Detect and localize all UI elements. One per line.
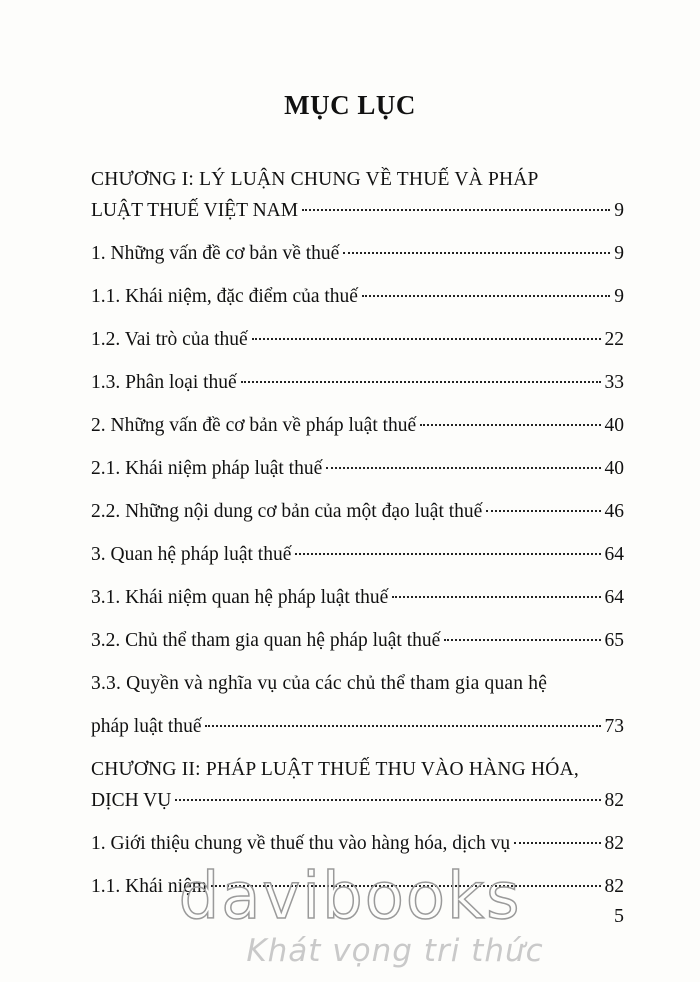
toc-entry — [91, 670, 624, 741]
toc-entry-page: 82 — [604, 833, 624, 854]
watermark-slogan: Khát vọng tri thức — [246, 933, 544, 969]
toc-entry — [91, 584, 624, 612]
toc-entry-text: 1.2. Vai trò của thuế — [91, 329, 248, 350]
toc-entry-page: 64 — [604, 587, 624, 608]
toc-leader-dots — [420, 424, 600, 426]
toc-entry — [91, 455, 624, 483]
toc-entry — [91, 166, 624, 225]
toc-leader-dots — [392, 596, 600, 598]
toc-entry — [91, 830, 624, 858]
toc-entry-text: 3.1. Khái niệm quan hệ pháp luật thuế — [91, 587, 389, 608]
toc-entry-page: 9 — [614, 286, 624, 307]
page-number: 5 — [614, 905, 624, 927]
table-of-contents — [91, 160, 624, 901]
toc-leader-dots — [444, 639, 600, 641]
toc-entry-page: 40 — [604, 415, 624, 436]
toc-leader-dots — [514, 842, 600, 844]
toc-entry-text: 3. Quan hệ pháp luật thuế — [91, 544, 292, 565]
toc-entry-text: DỊCH VỤ — [91, 790, 172, 811]
toc-entry — [91, 541, 624, 569]
toc-entry-page: 64 — [604, 544, 624, 565]
toc-entry-text: 2.2. Những nội dung cơ bản của một đạo luật thuế — [91, 501, 483, 522]
toc-leader-dots — [326, 467, 600, 469]
toc-entry-page: 73 — [604, 716, 624, 737]
toc-entry — [91, 283, 624, 311]
toc-entry-lead: CHƯƠNG I: LÝ LUẬN CHUNG VỀ THUẾ VÀ PHÁP — [91, 169, 539, 190]
toc-entry — [91, 873, 624, 901]
toc-leader-dots — [295, 553, 600, 555]
toc-entry-text: 1.1. Khái niệm, đặc điểm của thuế — [91, 286, 358, 307]
toc-leader-dots — [205, 725, 600, 727]
toc-entry — [91, 240, 624, 268]
toc-entry — [91, 498, 624, 526]
toc-leader-dots — [175, 799, 600, 801]
toc-entry-page: 9 — [614, 200, 624, 221]
watermark-brand: davibooks — [178, 860, 522, 934]
toc-entry-page: 65 — [604, 630, 624, 651]
toc-entry-page: 40 — [604, 458, 624, 479]
toc-entry-text: 1. Những vấn đề cơ bản về thuế — [91, 243, 340, 264]
toc-leader-dots — [343, 252, 610, 254]
toc-entry-text: 1.3. Phân loại thuế — [91, 372, 237, 393]
toc-entry-page: 9 — [614, 243, 624, 264]
toc-entry-lead: CHƯƠNG II: PHÁP LUẬT THUẾ THU VÀO HÀNG HÓA, — [91, 759, 579, 780]
toc-entry-text: 3.2. Chủ thể tham gia quan hệ pháp luật thuế — [91, 630, 441, 651]
toc-entry-page: 82 — [604, 876, 624, 897]
toc-entry-text: 1.1. Khái niệm — [91, 876, 207, 897]
toc-entry-text: pháp luật thuế — [91, 716, 202, 737]
toc-entry — [91, 627, 624, 655]
toc-entry — [91, 326, 624, 354]
toc-leader-dots — [486, 510, 600, 512]
toc-leader-dots — [241, 381, 601, 383]
toc-leader-dots — [302, 209, 610, 211]
toc-entry-text: 2. Những vấn đề cơ bản về pháp luật thuế — [91, 415, 417, 436]
toc-entry — [91, 756, 624, 815]
toc-entry — [91, 369, 624, 397]
toc-leader-dots — [252, 338, 601, 340]
page-title: MỤC LỤC — [284, 90, 416, 120]
toc-entry — [91, 412, 624, 440]
toc-leader-dots — [211, 885, 601, 887]
toc-entry-text: LUẬT THUẾ VIỆT NAM — [91, 200, 299, 221]
toc-entry-page: 33 — [604, 372, 624, 393]
toc-entry-text: 2.1. Khái niệm pháp luật thuế — [91, 458, 323, 479]
toc-entry-lead: 3.3. Quyền và nghĩa vụ của các chủ thể tham gia quan hệ — [91, 673, 548, 694]
toc-leader-dots — [362, 295, 610, 297]
toc-entry-page: 22 — [604, 329, 624, 350]
toc-entry-page: 46 — [604, 501, 624, 522]
toc-entry-page: 82 — [604, 790, 624, 811]
toc-entry-text: 1. Giới thiệu chung về thuế thu vào hàng hóa, dịch vụ — [91, 833, 511, 854]
